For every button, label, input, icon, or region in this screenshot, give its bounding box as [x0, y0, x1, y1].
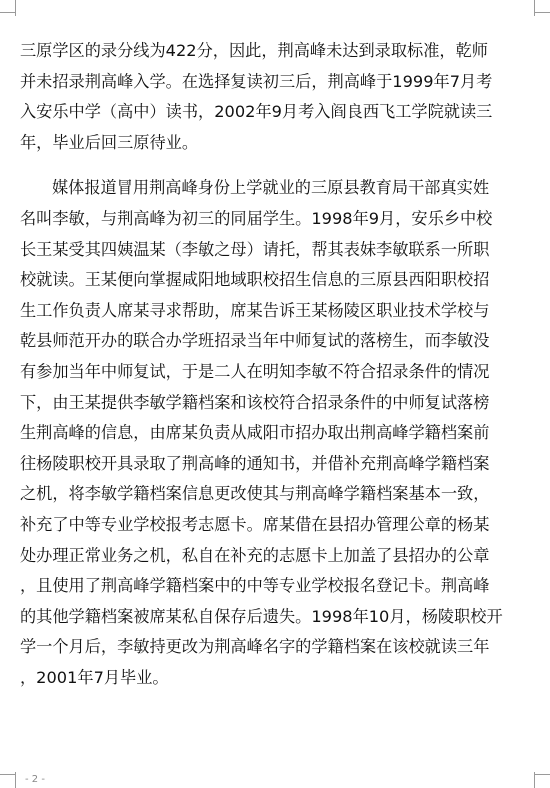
text-line: 长王某受其四姨温某（李敏之母）请托，帮其表妹李敏联系一所职: [20, 239, 490, 259]
text-line: 媒体报道冒用荆高峰身份上学就业的三原县教育局干部真实姓: [52, 178, 490, 198]
crop-mark-bottom-left-h: [0, 774, 16, 775]
page-number: [25, 774, 45, 785]
text-line: 的其他学籍档案被席某私自保存后遗失。1998年10月，杨陵职校开: [20, 606, 503, 626]
paragraph-spacer: [20, 158, 526, 173]
text-line: 之机，将李敏学籍档案信息更改使其与荆高峰学籍档案基本一致，: [20, 484, 490, 504]
page-number-dash-right: -: [38, 774, 45, 785]
text-line: 生荆高峰的信息，由席某负责从咸阳市招办取出荆高峰学籍档案前: [20, 423, 490, 443]
text-line: 并未招录荆高峰入学。在选择复读初三后，荆高峰于1999年7月考: [20, 71, 493, 91]
text-line: 处办理正常业务之机，私自在补充的志愿卡上加盖了县招办的公章: [20, 545, 490, 565]
text-line: 校就读。王某便向掌握咸阳地域职校招生信息的三原县西阳职校招: [20, 270, 490, 290]
text-line: 学一个月后，李敏持更改为荆高峰名字的学籍档案在该校就读三年: [20, 637, 490, 657]
paragraph-1: [20, 36, 526, 158]
document-body: [20, 36, 526, 693]
paragraph-2: [20, 173, 526, 693]
crop-mark-bottom-right-v: [534, 772, 535, 788]
crop-mark-top-left-v: [15, 0, 16, 16]
text-line: 入安乐中学（高中）读书，2002年9月考入阎良西飞工学院就读三: [20, 102, 493, 122]
text-line: 往杨陵职校开具录取了荆高峰的通知书，并借补充荆高峰学籍档案: [20, 453, 490, 473]
page-number-dash-left: -: [25, 774, 32, 785]
text-line: 补充了中等专业学校报考志愿卡。席某借在县招办管理公章的杨某: [20, 514, 490, 534]
text-line: ，且使用了荆高峰学籍档案中的中等专业学校报名登记卡。荆高峰: [20, 576, 490, 596]
page-number-value: 2: [31, 774, 39, 785]
text-line: 生工作负责人席某寻求帮助，席某告诉王某杨陵区职业技术学校与: [20, 300, 490, 320]
crop-mark-bottom-left-v: [15, 772, 16, 788]
text-line: 下，由王某提供李敏学籍档案和该校符合招录条件的中师复试落榜: [20, 392, 490, 412]
text-line: 乾县师范开办的联合办学班招录当年中师复试的落榜生，而李敏没: [20, 331, 490, 351]
crop-mark-top-right-v: [534, 0, 535, 16]
text-line: 年，毕业后回三原待业。: [20, 132, 199, 152]
text-line: 有参加当年中师复试，于是二人在明知李敏不符合招录条件的情况: [20, 361, 490, 381]
text-line: ，2001年7月毕业。: [20, 667, 169, 687]
crop-mark-top-right-h: [534, 12, 550, 13]
crop-mark-top-left-h: [0, 12, 16, 13]
crop-mark-bottom-right-h: [534, 774, 550, 775]
text-line: 名叫李敏，与荆高峰为初三的同届学生。1998年9月，安乐乡中校: [20, 208, 493, 228]
text-line: 三原学区的录分线为422分，因此，荆高峰未达到录取标准，乾师: [20, 41, 488, 60]
